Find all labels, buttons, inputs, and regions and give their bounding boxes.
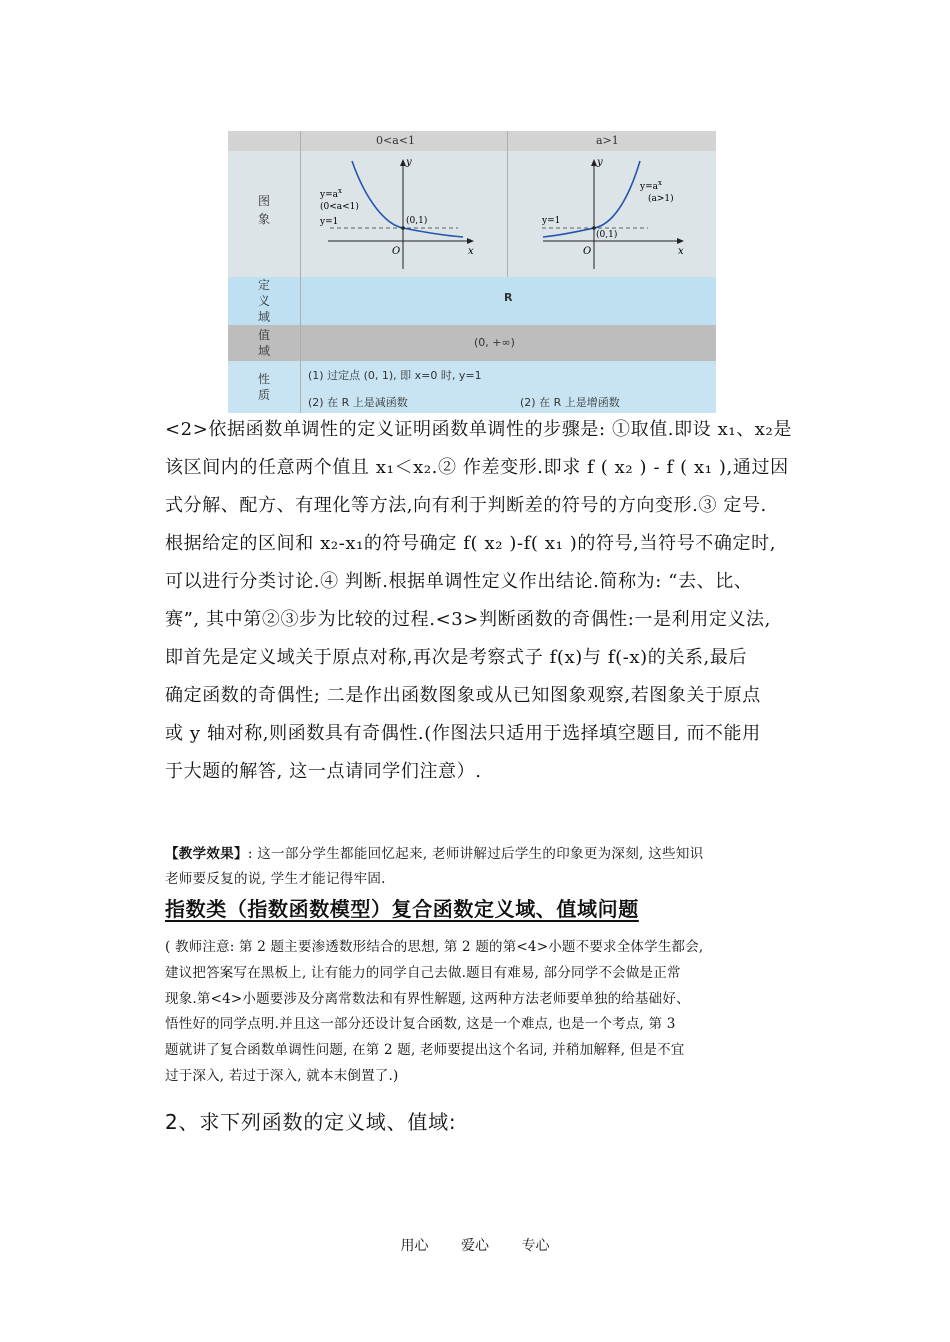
section-title: 指数类（指数函数模型）复合函数定义域、值域问题 xyxy=(165,897,639,921)
decreasing-graph xyxy=(308,151,508,277)
label-props: 性 质 xyxy=(257,372,270,402)
figure-range-row xyxy=(228,325,716,361)
body-line: 确定函数的奇偶性; 二是作出函数图象或从已知图象观察,若图象关于原点 xyxy=(165,685,761,706)
body-line: 于大题的解答, 这一点请同学们注意）. xyxy=(165,761,482,782)
body-line: 赛”, 其中第②③步为比较的过程.<3>判断函数的奇偶性:一是利用定义法, xyxy=(165,609,771,630)
note-line: 现象.第<4>小题要涉及分离常数法和有界性解题, 这两种方法老师要单独的给基础好、 xyxy=(165,990,690,1007)
effect-line-2: 老师要反复的说, 学生才能记得牢固. xyxy=(165,871,386,887)
body-line: <2>依据函数单调性的定义证明函数单调性的步骤是: ①取值.即设 x₁、x₂是 xyxy=(165,419,792,440)
effect-line-1: : 这一部分学生都能回忆起来, 老师讲解过后学生的印象更为深刻, 这些知识 xyxy=(247,846,704,862)
footer-word: 爱心 xyxy=(461,1238,489,1254)
curve-condition: (a>1) xyxy=(648,194,674,204)
y1-label: y=1 xyxy=(320,217,339,227)
note-line: 悟性好的同学点明.并且这一部分还设计复合函数, 这是一个难点, 也是一个考点, 第 3 xyxy=(165,1016,676,1033)
monotonicity-paragraph xyxy=(165,411,795,791)
origin-label: O xyxy=(583,246,592,257)
curve-label: $y=a^x$ xyxy=(640,179,662,192)
note-line: 题就讲了复合函数单调性问题, 在第 2 题, 老师要提出这个名词, 并稍加解释, 但是不宜 xyxy=(165,1042,685,1059)
body-line: 根据给定的区间和 x₂-x₁的符号确定 f( x₂ )-f( x₁ )的符号,当符号不确定时, xyxy=(165,533,777,554)
point-label: (0,1) xyxy=(596,230,618,240)
prop-2-right: (2) 在 R 上是增函数 xyxy=(520,396,620,409)
prop-1: (1) 过定点 (0, 1), 即 x=0 时, y=1 xyxy=(308,369,482,382)
body-line: 式分解、配方、有理化等方法,向有利于判断差的符号的方向变形.③ 定号. xyxy=(165,495,767,516)
teacher-note xyxy=(165,935,795,1090)
exponential-properties-figure xyxy=(228,131,716,413)
figure-header-row xyxy=(228,131,716,151)
label-graph: 图 象 xyxy=(257,194,270,226)
note-line: ( 教师注意: 第 2 题主要渗透数形结合的思想, 第 2 题的第<4>小题不要求全体学生都会, xyxy=(165,939,704,955)
point-label: (0,1) xyxy=(406,216,428,226)
y-axis-label: y xyxy=(406,157,412,168)
x-axis-label: x xyxy=(468,246,474,257)
label-range: 值 域 xyxy=(257,328,270,358)
origin-label: O xyxy=(392,246,401,257)
body-line: 或 y 轴对称,则函数具有奇偶性.(作图法只适用于选择填空题目, 而不能用 xyxy=(165,723,761,744)
footer-word: 专心 xyxy=(521,1238,550,1254)
teaching-effect xyxy=(165,842,795,892)
curve-condition: (0<a<1) xyxy=(320,202,359,212)
range-value: (0, +∞) xyxy=(474,336,515,349)
prop-2-left: (2) 在 R 上是减函数 xyxy=(308,396,408,409)
note-line: 建议把答案写在黑板上, 让有能力的同学自己去做.题目有难易, 部分同学不会做是正常 xyxy=(165,964,681,981)
body-line: 即首先是定义域关于原点对称,再次是考察式子 f(x)与 f(-x)的关系,最后 xyxy=(165,647,748,668)
y-axis-label: y xyxy=(597,157,603,168)
body-line: 可以进行分类讨论.④ 判断.根据单调性定义作出结论.简称为: “去、比、 xyxy=(165,571,753,592)
body-line: 该区间内的任意两个值且 x₁＜x₂.② 作差变形.即求 f ( x₂ ) - f ( x₁ ),通过因 xyxy=(165,457,789,478)
question-2: 2、求下列函数的定义域、值域: xyxy=(165,1110,457,1134)
y1-label: y=1 xyxy=(542,216,561,226)
header-left: 0<a<1 xyxy=(376,134,415,147)
curve-label: $y=a^x$ xyxy=(320,187,342,200)
figure-domain-row xyxy=(228,277,716,325)
figure-props-row xyxy=(228,361,716,413)
footer-word: 用心 xyxy=(400,1238,429,1254)
x-axis-label: x xyxy=(678,246,684,257)
domain-value: R xyxy=(504,291,513,304)
effect-label: 【教学效果】 xyxy=(165,846,248,862)
increasing-graph xyxy=(528,151,716,277)
label-domain: 定 义 域 xyxy=(257,278,270,324)
note-line: 过于深入, 若过于深入, 就本末倒置了.) xyxy=(165,1067,399,1084)
page-footer xyxy=(0,1235,950,1255)
header-right: a>1 xyxy=(596,134,619,147)
